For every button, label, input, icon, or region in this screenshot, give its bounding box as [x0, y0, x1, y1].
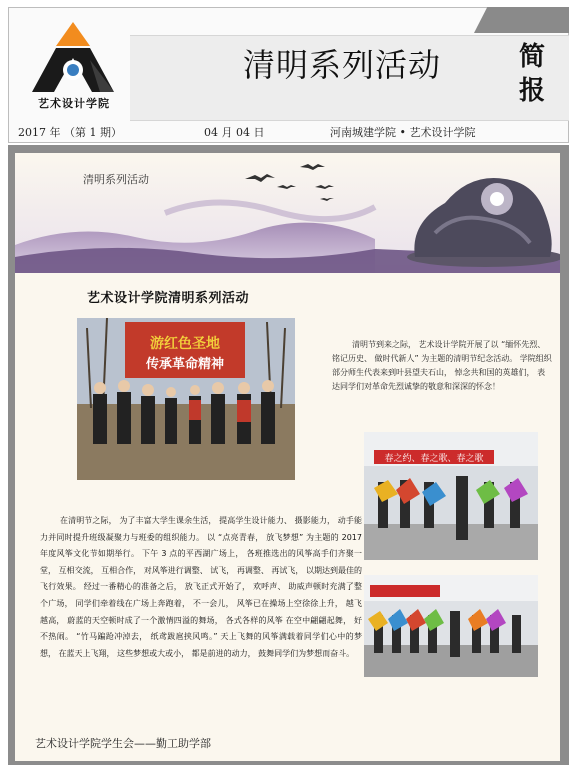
sign-line1: 游红色圣地: [150, 336, 220, 352]
article-intro: 清明节到来之际， 艺术设计学院开展了以 “缅怀先烈、 铭记历史、 做时代新人” 为主题的清明节纪念活动。 学院组织部分师生代表来到叶县望夫石山， 悼念共和国的英雄们， 表达同学们对革命先烈诚挚的敬意和深深的怀念！: [332, 340, 552, 391]
issue-bar: [8, 120, 569, 140]
issue-date: 04 月 04 日: [204, 126, 265, 139]
page-title: 清明系列活动: [243, 46, 442, 84]
article-body: 在清明节之际， 为了丰富大学生课余生活， 提高学生设计能力、 摄影能力， 动手能力并同时提升班级凝聚力与班委的组织能力。 以 “点亮青春， 放飞梦想” 为主题的 2017 年度风筝文化节如期举行。 下午 3 点的平西湖广场上， 各班推选出的风筝高手们齐聚一堂， 互相交流， 互相合作， 对风筝进行调整、 试飞， 再调整、 再试飞， 以期达到最佳的飞行效果。 经过一番精心的准备之后， 放飞正式开始了， 欢呼声、 助威声顿时充满了整个广场， 同学们牵着线在广场上奔跑着， 不一会儿， 风筝已在操场上空徐徐上升， 越飞越高， 蔚蓝的天空顿时成了一个激情四溢的舞场， 各式各样的风筝 在空中翩翩起舞， 好不热闹。 “竹马蹁跄冲淖去， 纸鸢跋扈挟风鸣。” 天上飞舞的风筝满载着同学们心中的梦想， 在蓝天上飞翔， 这些梦想或大或小， 都是前进的动力， 鼓舞同学们为梦想而奋斗。: [40, 516, 362, 658]
corner-tab: [474, 7, 569, 33]
brief-label: 简报: [518, 42, 545, 106]
kite-photo-1: [364, 432, 538, 560]
sign-line2: 传承革命精神: [145, 357, 225, 372]
article-title: 艺术设计学院清明系列活动: [87, 291, 250, 306]
group-photo: [77, 318, 295, 480]
footer-credit: 艺术设计学院学生会——勤工助学部: [35, 737, 211, 750]
publisher: 河南城建学院 • 艺术设计学院: [330, 126, 476, 139]
kite-banner-text: 春之约、春之歌、春之歌: [384, 454, 484, 464]
college-logo: [30, 20, 116, 94]
year-issue: 2017 年 （第 1 期）: [18, 126, 122, 139]
logo-caption: 艺术设计学院: [38, 97, 110, 110]
banner-label: 清明系列活动: [83, 173, 149, 186]
kite-photo-2: [364, 575, 538, 677]
